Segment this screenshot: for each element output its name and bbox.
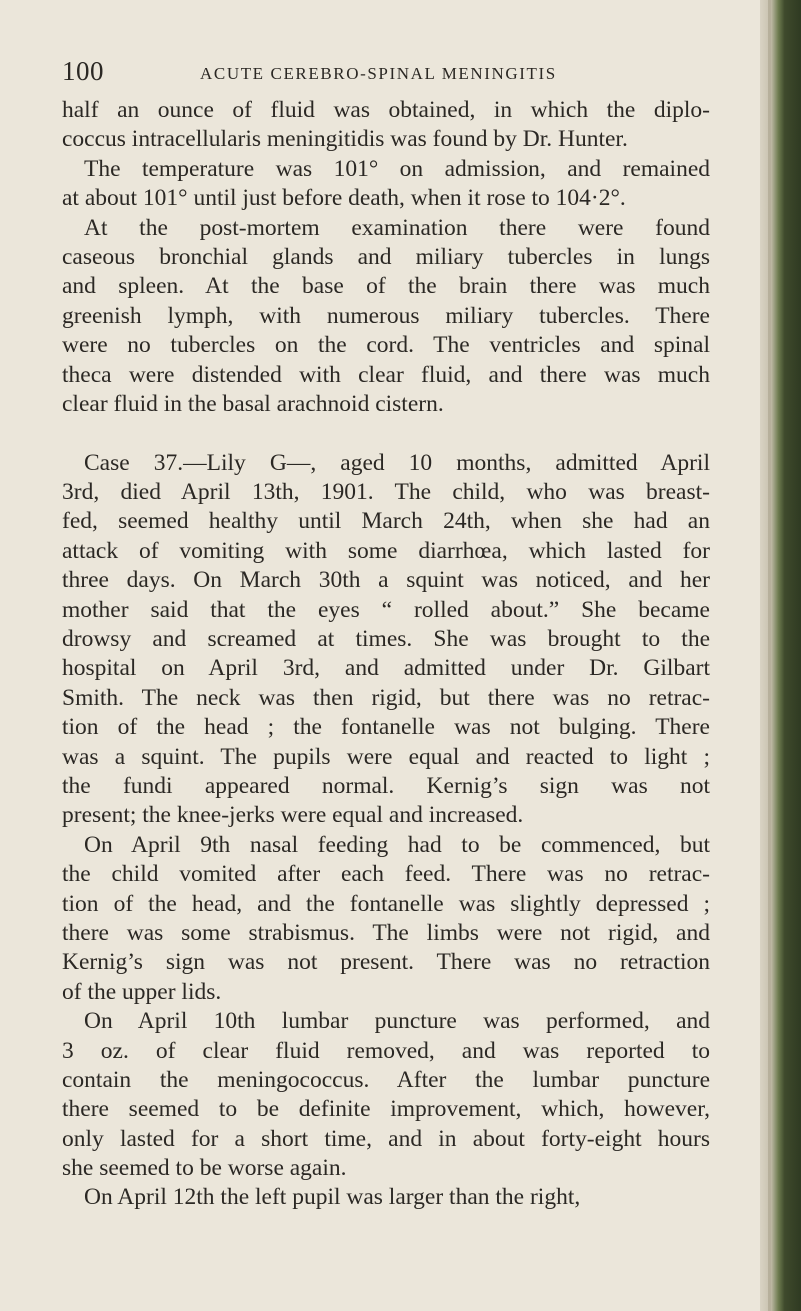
text-line: tion of the head ; the fontanelle was not bulging. There bbox=[62, 714, 710, 741]
text-line: Kernig’s sign was not present. There was no retraction bbox=[62, 949, 710, 976]
text-line: tion of the head, and the fontanelle was slightly depressed ; bbox=[62, 890, 710, 917]
text-line: were no tubercles on the cord. The ventricles and spinal bbox=[62, 332, 710, 359]
text-line: Smith. The neck was then rigid, but there was no retrac- bbox=[62, 684, 710, 711]
text-line: of the upper lids. bbox=[62, 978, 222, 1005]
page-number: 100 bbox=[62, 56, 104, 86]
text-line: caseous bronchial glands and miliary tubercles in lungs bbox=[62, 243, 710, 270]
text-line: On April 9th nasal feeding had to be commenced, but bbox=[84, 831, 710, 858]
text-line: three days. On March 30th a squint was noticed, and her bbox=[62, 567, 710, 594]
text-line: half an ounce of fluid was obtained, in which the diplo- bbox=[62, 97, 710, 123]
text-line: clear fluid in the basal arachnoid cistern. bbox=[62, 390, 444, 417]
text-line: contain the meningococcus. After the lumbar puncture bbox=[62, 1066, 710, 1093]
running-head: ACUTE CEREBRO-SPINAL MENINGITIS bbox=[200, 64, 557, 83]
text-line: hospital on April 3rd, and admitted under Dr. Gilbart bbox=[62, 655, 710, 682]
page-body bbox=[62, 96, 710, 1213]
paragraph-post-mortem bbox=[62, 214, 710, 420]
text-line: greenish lymph, with numerous miliary tubercles. There bbox=[62, 302, 710, 329]
text-line: there was some strabismus. The limbs were not rigid, and bbox=[62, 919, 710, 946]
paragraph-case-37 bbox=[62, 449, 710, 831]
text-line: theca were distended with clear fluid, and there was much bbox=[62, 361, 710, 388]
text-line: The temperature was 101° on admission, and remained bbox=[84, 155, 710, 182]
text-line: Case 37.—Lily G—, aged 10 months, admitted April bbox=[84, 449, 710, 476]
paragraph-april-10 bbox=[62, 1007, 710, 1183]
paragraph-april-9 bbox=[62, 831, 710, 1007]
text-line: drowsy and screamed at times. She was brought to the bbox=[62, 626, 710, 653]
text-line: 3rd, died April 13th, 1901. The child, who was breast- bbox=[62, 479, 710, 506]
paragraph-temperature bbox=[62, 155, 710, 214]
text-line: was a squint. The pupils were equal and reacted to light ; bbox=[62, 743, 710, 770]
paragraph-continuation bbox=[62, 96, 710, 155]
text-line: At the post-mortem examination there were found bbox=[84, 214, 710, 241]
text-line: and spleen. At the base of the brain there was much bbox=[62, 273, 710, 300]
text-line: at about 101° until just before death, when it rose to 104·2°. bbox=[62, 185, 626, 212]
text-line: On April 12th the left pupil was larger than the right, bbox=[84, 1184, 581, 1211]
text-line: mother said that the eyes “ rolled about.” She became bbox=[62, 596, 710, 623]
text-line: 3 oz. of clear fluid removed, and was reported to bbox=[62, 1037, 710, 1064]
text-line: she seemed to be worse again. bbox=[62, 1155, 347, 1182]
text-line: On April 10th lumbar puncture was performed, and bbox=[84, 1008, 710, 1035]
text-line: attack of vomiting with some diarrhœa, which lasted for bbox=[62, 537, 710, 564]
text-line: present; the knee-jerks were equal and increased. bbox=[62, 802, 524, 829]
text-line: the fundi appeared normal. Kernig’s sign was not bbox=[62, 772, 710, 799]
text-line: there seemed to be definite improvement, which, however, bbox=[62, 1096, 710, 1123]
text-line: the child vomited after each feed. There was no retrac- bbox=[62, 861, 710, 888]
paragraph-april-12 bbox=[62, 1183, 710, 1212]
paragraph-gap bbox=[62, 419, 710, 448]
text-line: fed, seemed healthy until March 24th, when she had an bbox=[62, 508, 710, 535]
text-line: only lasted for a short time, and in about forty-eight hours bbox=[62, 1125, 710, 1152]
text-line: coccus intracellularis meningitidis was found by Dr. Hunter. bbox=[62, 126, 628, 153]
page-header bbox=[62, 56, 702, 90]
book-binding-edge bbox=[760, 0, 801, 1311]
